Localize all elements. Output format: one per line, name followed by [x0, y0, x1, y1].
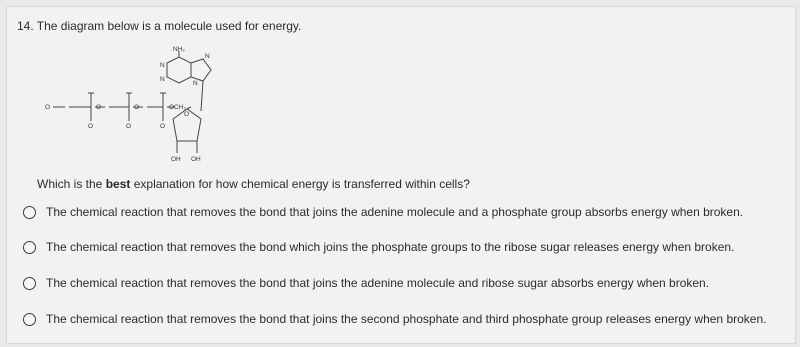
oh-label-2: OH [191, 156, 201, 163]
answer-choice-3[interactable] [23, 274, 709, 292]
radio-button[interactable] [23, 277, 36, 290]
nh2-label: NH₂ [173, 46, 185, 53]
answer-choice-4[interactable] [23, 310, 766, 328]
n-label-2: N [160, 76, 165, 83]
o-link-label-1: O [96, 104, 102, 111]
answer-choice-text: The chemical reaction that removes the bond that joins the adenine molecule and ribose sugar absorbs energy when broken. [46, 276, 710, 290]
answer-choice-2[interactable] [23, 238, 734, 256]
prompt-text-after: explanation for how chemical energy is transferred within cells? [130, 177, 470, 191]
atp-molecule-diagram [43, 43, 233, 173]
o-bottom-label-2: O [126, 123, 132, 130]
radio-button[interactable] [23, 313, 36, 326]
och2-label: OCH₂ [169, 104, 186, 111]
prompt-text-before: Which is the [37, 177, 106, 191]
o-bottom-label-1: O [88, 123, 94, 130]
n-label-1: N [160, 62, 165, 69]
o-left-label: O [45, 104, 51, 111]
ring-o-label: O [184, 111, 190, 118]
n-label-4: N [193, 80, 198, 87]
answer-choice-text: The chemical reaction that removes the bond that joins the adenine molecule and a phosphate group absorbs energy when broken. [46, 205, 744, 219]
oh-label-1: OH [171, 156, 181, 163]
radio-button[interactable] [23, 241, 36, 254]
answer-choice-text: The chemical reaction that removes the bond that joins the second phosphate and third phosphate group releases energy when broken. [46, 312, 767, 326]
prompt-emphasis: best [105, 177, 131, 191]
question-prompt [37, 177, 470, 191]
question-title: 14. The diagram below is a molecule used for energy. [17, 19, 302, 33]
n-label-3: N [205, 53, 210, 60]
answer-choice-1[interactable] [23, 203, 743, 221]
o-bottom-label-3: O [160, 123, 166, 130]
question-card [6, 6, 796, 344]
radio-button[interactable] [23, 206, 36, 219]
answer-choice-text: The chemical reaction that removes the bond which joins the phosphate groups to the ribose sugar releases energy when broken. [46, 240, 735, 254]
o-link-label-2: O [134, 104, 140, 111]
